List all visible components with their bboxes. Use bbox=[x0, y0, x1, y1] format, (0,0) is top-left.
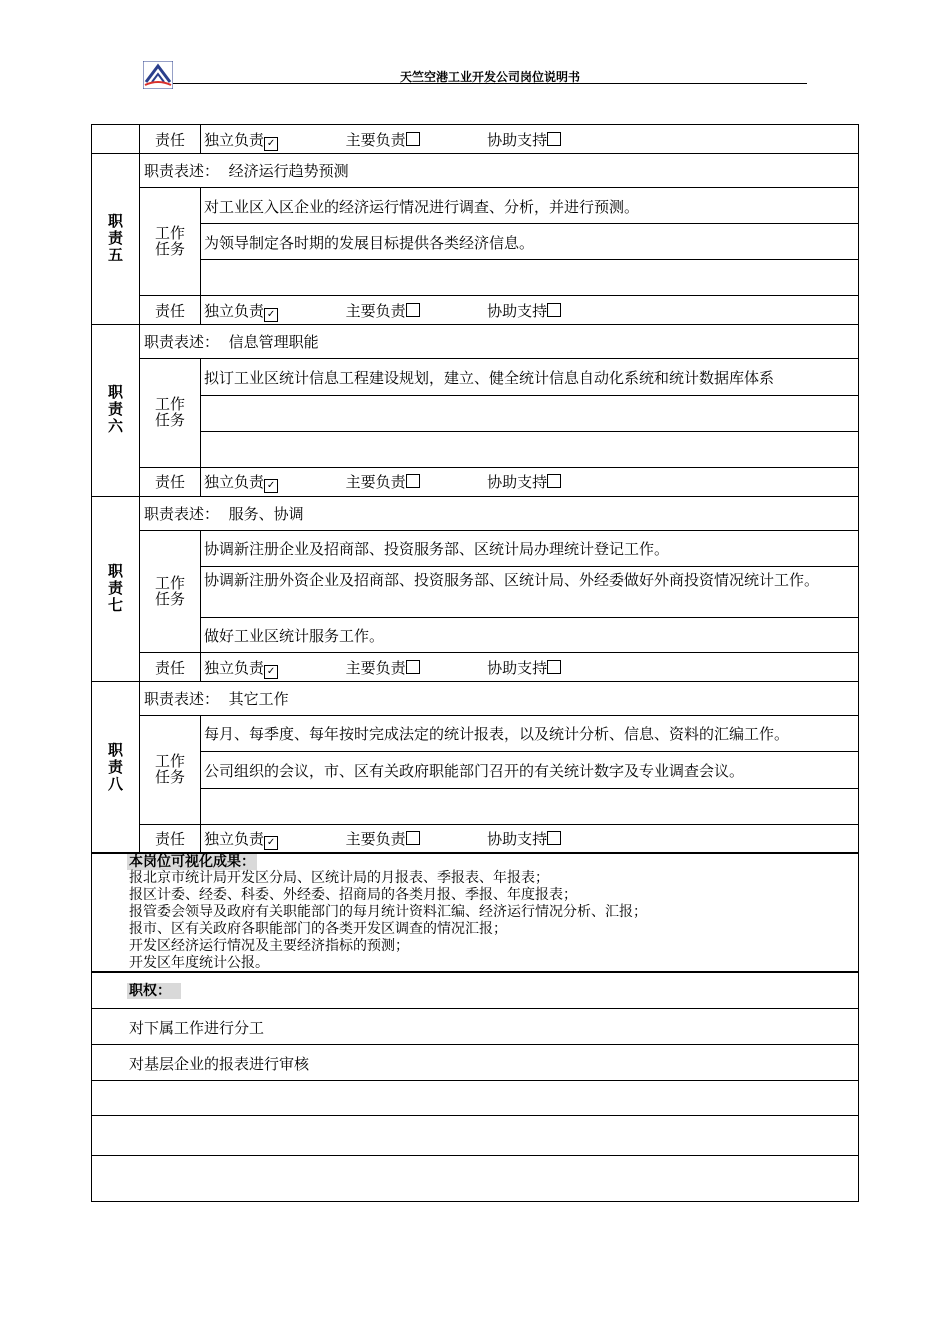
duty-six-resp-options: 独立负责 ✓ 主要负责 协助支持 bbox=[204, 471, 561, 493]
row-line bbox=[139, 824, 859, 825]
visual-result-item: 报市、区有关政府各职能部门的各类开发区调查的情况汇报； bbox=[129, 921, 507, 937]
duty-seven-resp-options: 独立负责 ✓ 主要负责 协助支持 bbox=[204, 657, 561, 679]
authority-title: 职权： bbox=[127, 983, 181, 999]
visual-result-item: 开发区经济运行情况及主要经济指标的预测； bbox=[129, 938, 409, 954]
col-divider bbox=[200, 187, 201, 324]
visual-result-item: 报区计委、经委、科委、外经委、招商局的各类月报、季报、年度报表； bbox=[129, 887, 577, 903]
duty-eight-resp-options: 独立负责 ✓ 主要负责 协助支持 bbox=[204, 828, 561, 850]
independent-checkbox-checked[interactable]: ✓ bbox=[264, 479, 278, 493]
visual-result-item: 报管委会领导及政府有关职能部门的每月统计资料汇编、经济运行情况分析、汇报； bbox=[129, 904, 647, 920]
duty-six-task-1: 拟订工业区统计信息工程建设规划，建立、健全统计信息自动化系统和统计数据库体系 bbox=[204, 369, 775, 387]
independent-checkbox-checked[interactable]: ✓ bbox=[264, 665, 278, 679]
col-divider-resp-top bbox=[200, 124, 201, 153]
main-checkbox[interactable] bbox=[406, 660, 420, 674]
duty-seven-work-task-label: 工作 任务 bbox=[154, 574, 185, 608]
duty-eight-task-2: 公司组织的会议，市、区有关政府职能部门召开的有关统计数字及专业调查会议。 bbox=[204, 762, 745, 780]
row-line bbox=[200, 788, 859, 789]
row-line bbox=[200, 395, 859, 396]
duty-seven-task-1: 协调新注册企业及招商部、投资服务部、区统计局办理统计登记工作。 bbox=[204, 540, 670, 558]
page-title: 天竺空港工业开发公司岗位说明书 bbox=[399, 70, 580, 84]
resp-label: 责任 bbox=[154, 131, 185, 149]
visual-result-item: 报北京市统计局开发区分局、区统计局的月报表、季报表、年报表； bbox=[129, 870, 549, 886]
row-line bbox=[91, 681, 859, 682]
row-line bbox=[139, 715, 859, 716]
duty-five-task-2: 为领导制定各时期的发展目标提供各类经济信息。 bbox=[204, 234, 535, 252]
main-checkbox[interactable] bbox=[406, 132, 420, 146]
header-rule bbox=[173, 83, 807, 84]
independent-checkbox-checked[interactable]: ✓ bbox=[264, 836, 278, 850]
assist-label: 协助支持 bbox=[487, 131, 548, 149]
duty-five-description: 职责表述： 经济运行趋势预测 bbox=[144, 162, 349, 180]
duty-six-description: 职责表述： 信息管理职能 bbox=[144, 333, 319, 351]
resp-label: 责任 bbox=[154, 302, 185, 320]
duty-eight-label: 职 责 八 bbox=[107, 741, 123, 793]
row-line bbox=[139, 358, 859, 359]
visual-results-title: 本岗位可视化成果： bbox=[129, 854, 255, 870]
duty-seven-description: 职责表述： 服务、协调 bbox=[144, 505, 304, 523]
duty-six-work-task-label: 工作 任务 bbox=[154, 395, 185, 429]
col-divider bbox=[200, 358, 201, 496]
page-header bbox=[143, 60, 807, 90]
main-label: 主要负责 bbox=[345, 131, 406, 149]
row-line bbox=[91, 1155, 859, 1156]
duty-five-resp-options: 独立负责 ✓ 主要负责 协助支持 bbox=[204, 300, 561, 322]
row-line bbox=[139, 187, 859, 188]
resp-label: 责任 bbox=[154, 830, 185, 848]
resp-options-row bbox=[204, 129, 561, 151]
visual-result-item: 开发区年度统计公报。 bbox=[129, 955, 269, 971]
duty-eight-work-task-label: 工作 任务 bbox=[154, 752, 185, 786]
duty-five-label: 职 责 五 bbox=[107, 212, 123, 264]
row-line bbox=[200, 259, 859, 260]
authority-item-1: 对下属工作进行分工 bbox=[129, 1019, 265, 1037]
duty-eight-task-1: 每月、每季度、每年按时完成法定的统计报表，以及统计分析、信息、资料的汇编工作。 bbox=[204, 725, 790, 743]
duty-seven-task-2: 协调新注册外资企业及招商部、投资服务部、区统计局、外经委做好外商投资情况统计工作。 bbox=[204, 571, 820, 589]
assist-checkbox[interactable] bbox=[547, 474, 561, 488]
authority-item-2: 对基层企业的报表进行审核 bbox=[129, 1055, 310, 1073]
row-line bbox=[200, 617, 859, 618]
row-line bbox=[91, 324, 859, 325]
assist-checkbox[interactable] bbox=[547, 303, 561, 317]
independent-label: 独立负责 bbox=[204, 131, 265, 149]
row-line bbox=[91, 1044, 859, 1045]
independent-checkbox-checked[interactable]: ✓ bbox=[264, 137, 278, 151]
row-line bbox=[91, 1115, 859, 1116]
row-line bbox=[139, 295, 859, 296]
row-line bbox=[200, 751, 859, 752]
row-line bbox=[91, 153, 859, 154]
duty-seven-label: 职 责 七 bbox=[107, 562, 123, 614]
col-divider bbox=[200, 530, 201, 681]
row-line bbox=[91, 1080, 859, 1081]
duty-five-work-task-label: 工作 任务 bbox=[154, 224, 185, 258]
company-logo-icon bbox=[143, 61, 173, 89]
row-line bbox=[91, 496, 859, 497]
main-checkbox[interactable] bbox=[406, 474, 420, 488]
row-line bbox=[139, 467, 859, 468]
col-divider bbox=[200, 715, 201, 853]
duty-seven-task-3: 做好工业区统计服务工作。 bbox=[204, 627, 385, 645]
independent-checkbox-checked[interactable]: ✓ bbox=[264, 308, 278, 322]
row-line bbox=[91, 1008, 859, 1009]
section-line bbox=[91, 971, 859, 973]
visual-results-list bbox=[129, 870, 647, 972]
row-line bbox=[139, 652, 859, 653]
assist-checkbox[interactable] bbox=[547, 132, 561, 146]
resp-label: 责任 bbox=[154, 659, 185, 677]
assist-checkbox[interactable] bbox=[547, 831, 561, 845]
row-line bbox=[139, 530, 859, 531]
main-checkbox[interactable] bbox=[406, 831, 420, 845]
duty-five-task-1: 对工业区入区企业的经济运行情况进行调查、分析，并进行预测。 bbox=[204, 198, 640, 216]
row-line bbox=[200, 223, 859, 224]
main-checkbox[interactable] bbox=[406, 303, 420, 317]
assist-checkbox[interactable] bbox=[547, 660, 561, 674]
duty-six-label: 职 责 六 bbox=[107, 383, 123, 435]
resp-label: 责任 bbox=[154, 473, 185, 491]
duty-eight-description: 职责表述： 其它工作 bbox=[144, 690, 289, 708]
row-line bbox=[200, 566, 859, 567]
row-line bbox=[200, 431, 859, 432]
